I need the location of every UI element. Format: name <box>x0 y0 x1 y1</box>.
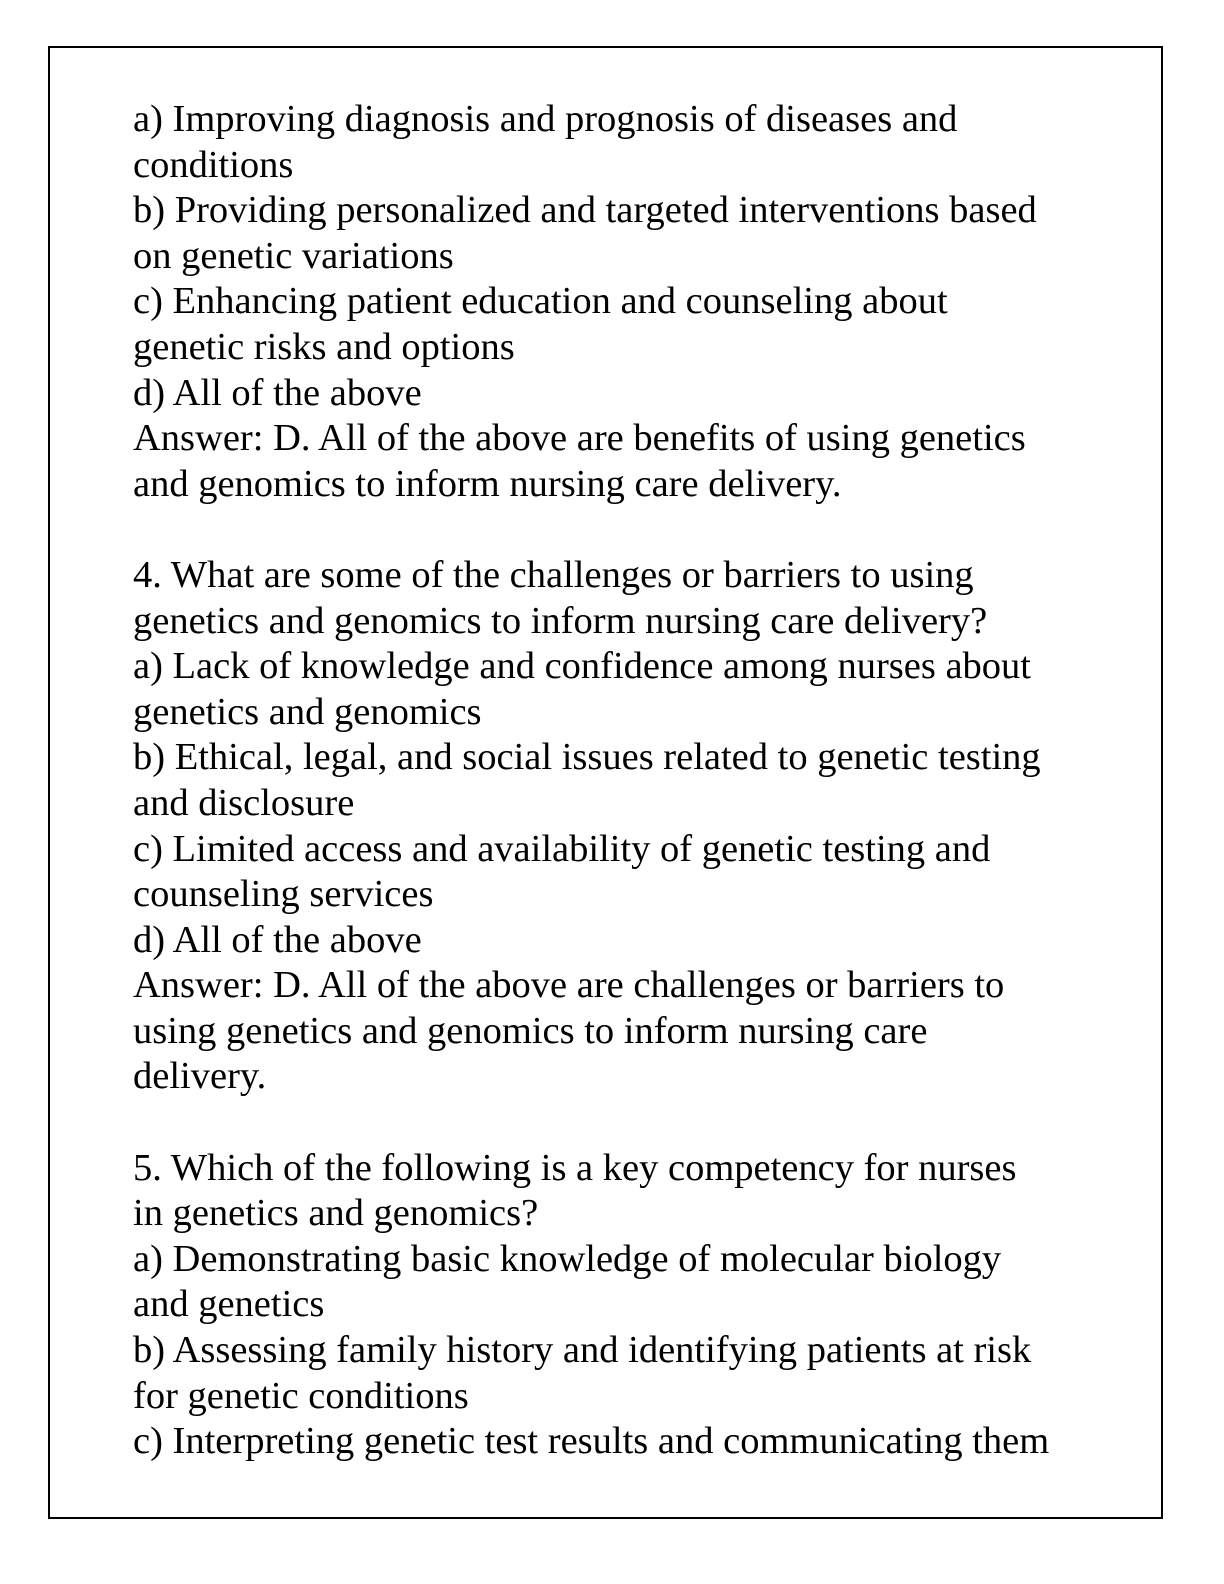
text-line: b) Providing personalized and targeted interventions based <box>133 189 1037 232</box>
text-line: and genomics to inform nursing care delivery. <box>133 462 842 505</box>
text-line: Answer: D. All of the above are challenges or barriers to <box>133 964 1005 1007</box>
question-4-block <box>133 553 1133 1100</box>
text-line: c) Limited access and availability of genetic testing and <box>133 827 991 870</box>
text-line: Answer: D. All of the above are benefits of using genetics <box>133 417 1026 460</box>
text-line: genetics and genomics <box>133 690 482 733</box>
question-3-block <box>133 97 1133 507</box>
text-line: a) Improving diagnosis and prognosis of diseases and <box>133 98 958 140</box>
q4-option-c <box>133 827 1133 918</box>
q5-option-a <box>133 1237 1133 1328</box>
q4-option-a <box>133 644 1133 735</box>
text-line: using genetics and genomics to inform nursing care <box>133 1009 928 1052</box>
q5-option-b <box>133 1328 1133 1419</box>
q3-answer <box>133 416 1133 507</box>
paragraph-gap <box>133 1100 1133 1146</box>
text-line: c) Interpreting genetic test results and communicating them <box>133 1420 1050 1463</box>
q3-option-d <box>133 371 1133 417</box>
text-line: a) Demonstrating basic knowledge of molecular biology <box>133 1237 1002 1280</box>
q4-option-d <box>133 918 1133 964</box>
text-line: genetic risks and options <box>133 325 515 368</box>
q3-option-a <box>133 97 1133 188</box>
text-line: 5. Which of the following is a key competency for nurses <box>133 1146 1017 1189</box>
text-line: a) Lack of knowledge and confidence among nurses about <box>133 645 1032 688</box>
text-line: delivery. <box>133 1055 267 1098</box>
text-line: on genetic variations <box>133 234 454 277</box>
document-body <box>133 97 1133 1465</box>
q3-option-b <box>133 188 1133 279</box>
text-line: c) Enhancing patient education and counseling about <box>133 280 948 323</box>
text-line: counseling services <box>133 873 434 916</box>
text-line: and genetics <box>133 1283 325 1326</box>
text-line: conditions <box>133 143 294 186</box>
q4-option-b <box>133 735 1133 826</box>
text-line: in genetics and genomics? <box>133 1192 539 1235</box>
text-line: b) Ethical, legal, and social issues related to genetic testing <box>133 736 1041 779</box>
text-line: 4. What are some of the challenges or barriers to using <box>133 553 974 596</box>
text-line: and disclosure <box>133 781 355 824</box>
q3-option-c <box>133 279 1133 370</box>
q5-option-c <box>133 1419 1133 1465</box>
question-5-block <box>133 1146 1133 1465</box>
paragraph-gap <box>133 507 1133 553</box>
text-line: d) All of the above <box>133 371 422 414</box>
q4-answer <box>133 963 1133 1100</box>
text-line: d) All of the above <box>133 918 422 961</box>
text-line: genetics and genomics to inform nursing care delivery? <box>133 599 988 642</box>
q5-question <box>133 1146 1133 1237</box>
text-line: for genetic conditions <box>133 1374 469 1417</box>
text-line: b) Assessing family history and identifying patients at risk <box>133 1329 1032 1372</box>
q4-question <box>133 553 1133 644</box>
